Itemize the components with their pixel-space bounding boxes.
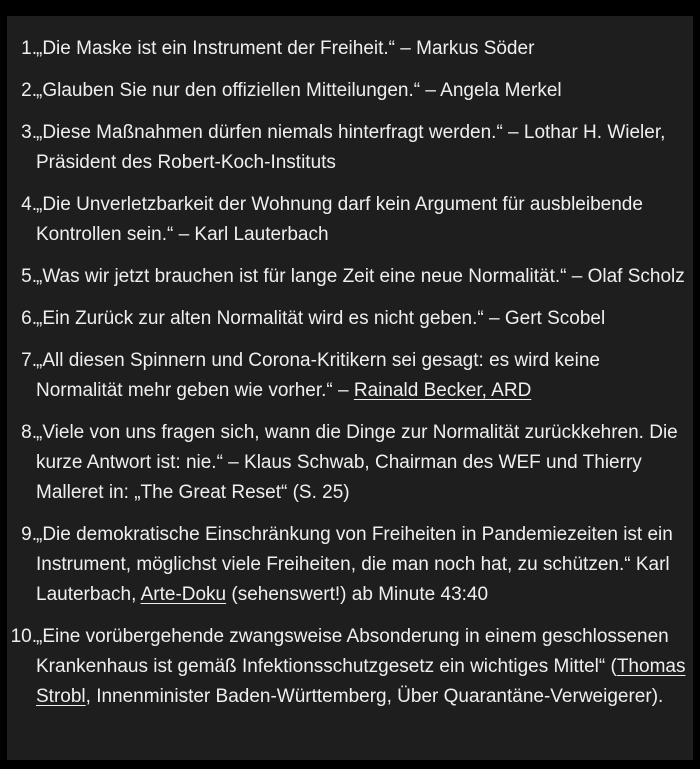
quote-text [36,622,686,712]
item-number: 2. [21,80,37,101]
quote-text-after: (sehenswert!) ab Minute 43:40 [226,584,489,605]
quote-text-before: „All diesen Spinnern und Corona-Kritikern sei gesagt: es wird keine Normalität mehr geben wie vorher.“ – [36,350,600,401]
list-item [7,622,693,712]
rainald-becker-link[interactable]: Rainald Becker, ARD [353,380,532,401]
list-item [7,118,693,178]
item-number: 10. [10,626,37,647]
list-item [7,34,693,64]
quote-text: „Die Maske ist ein Instrument der Freiheit.“ – Markus Söder [36,38,535,59]
quote-text-after: , Innenminister Baden-Württemberg, Über Quarantäne-Verweigerer). [85,686,664,707]
quote-text: „Ein Zurück zur alten Normalität wird es nicht geben.“ – Gert Scobel [36,308,606,329]
quote-text: „Glauben Sie nur den offiziellen Mitteilungen.“ – Angela Merkel [36,80,562,101]
list-item [7,520,693,610]
quote-text: „Viele von uns fragen sich, wann die Dinge zur Normalität zurückkehren. Die kurze Antwort ist: nie.“ – Klaus Schwab, Chairman des WEF und Thierry Malleret in: „The Great Reset“ (S. 25) [36,422,678,503]
quote-list [7,34,693,724]
quote-panel [7,16,693,760]
quote-text-before: „Eine vorübergehende zwangsweise Absonderung in einem geschlossenen Krankenhaus ist gemäß Infektionsschutzgesetz ein wichtiges Mittel“ ( [36,626,669,677]
quote-text-before: „Die demokratische Einschränkung von Freiheiten in Pandemiezeiten ist ein Instrument, möglichst viele Freiheiten, die man noch hat, zu schützen.“ Karl Lauterbach, [36,524,673,605]
quote-text: „Die Unverletzbarkeit der Wohnung darf kein Argument für ausbleibende Kontrollen sein.“ – Karl Lauterbach [36,194,643,245]
list-item [7,346,693,406]
quote-text: „Diese Maßnahmen dürfen niemals hinterfragt werden.“ – Lothar H. Wieler, Präsident des Robert-Koch-Instituts [36,122,666,173]
list-item [7,190,693,250]
quote-text: „Was wir jetzt brauchen ist für lange Zeit eine neue Normalität.“ – Olaf Scholz [36,266,685,287]
quote-text [36,346,686,406]
thomas-strobl-link[interactable]: Thomas Strobl [36,656,686,707]
item-number: 8. [21,422,37,443]
item-number: 9. [21,524,37,545]
list-item [7,262,693,292]
list-item [7,304,693,334]
item-number: 7. [21,350,37,371]
item-number: 1. [21,38,37,59]
list-item [7,76,693,106]
quote-text [36,520,686,610]
arte-doku-link[interactable]: Arte-Doku [140,584,227,605]
item-number: 4. [21,194,37,215]
item-number: 5. [21,266,37,287]
item-number: 6. [21,308,37,329]
list-item [7,418,693,508]
item-number: 3. [21,122,37,143]
